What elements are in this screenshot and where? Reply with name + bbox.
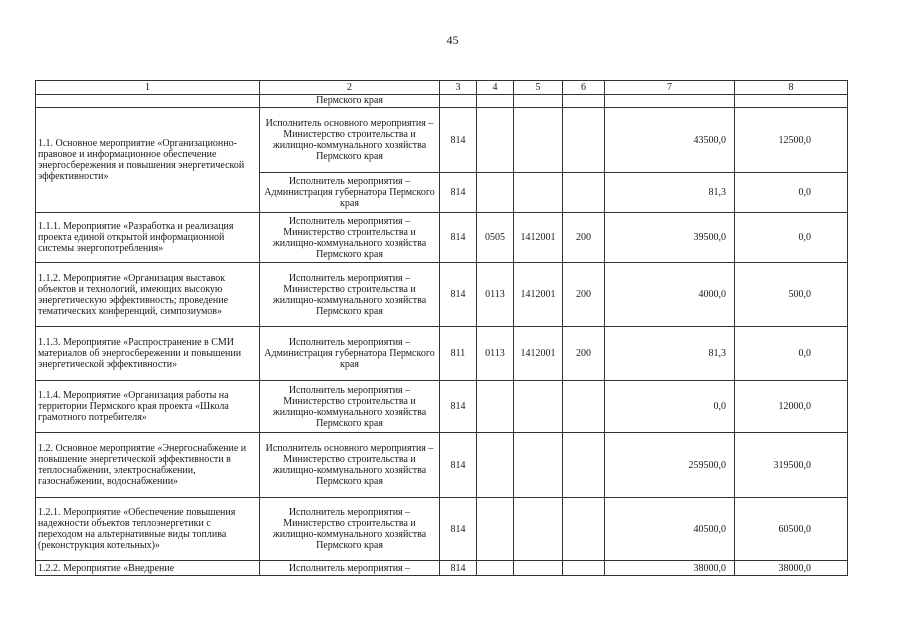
header-cell: 6: [563, 81, 605, 95]
cell-c6: 200: [563, 263, 605, 327]
cell-c6: 200: [563, 213, 605, 263]
cell-c8: 500,0: [735, 263, 848, 327]
cell-c6: [563, 95, 605, 108]
header-row: [36, 81, 848, 95]
executor-cell: Исполнитель мероприятия –: [260, 561, 440, 576]
cell-c5: 1412001: [514, 327, 563, 381]
executor-cell: Исполнитель основного мероприятия – Министерство строительства и жилищно-коммунального хозяйства Пермского края: [260, 433, 440, 498]
cell-c4: [477, 561, 514, 576]
cell-c8: 319500,0: [735, 433, 848, 498]
cell-c5: [514, 561, 563, 576]
cell-c7: [605, 95, 735, 108]
executor-cell: Исполнитель мероприятия – Министерство строительства и жилищно-коммунального хозяйства Пермского края: [260, 263, 440, 327]
executor-cell: Исполнитель мероприятия – Администрация губернатора Пермского края: [260, 327, 440, 381]
cell-c5: [514, 381, 563, 433]
table-row: [36, 498, 848, 561]
cell-c7: 38000,0: [605, 561, 735, 576]
cell-c3: 811: [440, 327, 477, 381]
cell-c7: 81,3: [605, 173, 735, 213]
header-cell: 8: [735, 81, 848, 95]
cell-c5: 1412001: [514, 263, 563, 327]
cell-c6: [563, 173, 605, 213]
cell-c3: [440, 95, 477, 108]
executor-cell: Исполнитель мероприятия – Министерство строительства и жилищно-коммунального хозяйства Пермского края: [260, 498, 440, 561]
cell-c8: [735, 95, 848, 108]
cell-c5: 1412001: [514, 213, 563, 263]
cell-c3: 814: [440, 173, 477, 213]
cell-c7: 81,3: [605, 327, 735, 381]
table-row: [36, 108, 848, 173]
cell-c7: 40500,0: [605, 498, 735, 561]
name-cell: [36, 95, 260, 108]
cell-c4: [477, 95, 514, 108]
cell-c8: 38000,0: [735, 561, 848, 576]
cell-c4: [477, 381, 514, 433]
name-cell: 1.2.2. Мероприятие «Внедрение: [36, 561, 260, 576]
header-cell: 5: [514, 81, 563, 95]
name-cell: 1.1.1. Мероприятие «Разработка и реализация проекта единой открытой информационной системы энергопотребления»: [36, 213, 260, 263]
cell-c4: [477, 173, 514, 213]
cell-c3: 814: [440, 108, 477, 173]
cell-c7: 0,0: [605, 381, 735, 433]
table-row: [36, 561, 848, 576]
cell-c3: 814: [440, 498, 477, 561]
table-row: [36, 327, 848, 381]
cell-c5: [514, 498, 563, 561]
executor-cell: Исполнитель основного мероприятия – Министерство строительства и жилищно-коммунального хозяйства Пермского края: [260, 108, 440, 173]
cell-c7: 4000,0: [605, 263, 735, 327]
cell-c4: 0113: [477, 327, 514, 381]
table-row: [36, 95, 848, 108]
cell-c8: 0,0: [735, 327, 848, 381]
cell-c3: 814: [440, 561, 477, 576]
cell-c5: [514, 108, 563, 173]
header-cell: 1: [36, 81, 260, 95]
table-row: [36, 381, 848, 433]
cell-c8: 0,0: [735, 173, 848, 213]
cell-c6: [563, 561, 605, 576]
cell-c3: 814: [440, 381, 477, 433]
cell-c8: 12500,0: [735, 108, 848, 173]
name-cell: 1.2. Основное мероприятие «Энергоснабжение и повышение энергетической эффективности в теплоснабжении, электроснабжении, газоснабжении, водоснабжении»: [36, 433, 260, 498]
page-number: 45: [446, 33, 459, 47]
name-cell: 1.1. Основное мероприятие «Организационно-правовое и информационное обеспечение энергосбережения и повышения энергетической эффективности»: [36, 108, 260, 213]
cell-c8: 0,0: [735, 213, 848, 263]
cell-c5: [514, 95, 563, 108]
program-table: [35, 80, 848, 576]
table-row: [36, 213, 848, 263]
cell-c6: [563, 381, 605, 433]
header-cell: 3: [440, 81, 477, 95]
cell-c7: 43500,0: [605, 108, 735, 173]
cell-c4: 0505: [477, 213, 514, 263]
cell-c4: [477, 433, 514, 498]
table-row: [36, 263, 848, 327]
cell-c3: 814: [440, 433, 477, 498]
cell-c4: 0113: [477, 263, 514, 327]
executor-cell: Исполнитель мероприятия – Министерство строительства и жилищно-коммунального хозяйства Пермского края: [260, 213, 440, 263]
cell-c6: [563, 108, 605, 173]
table-row: [36, 433, 848, 498]
name-cell: 1.2.1. Мероприятие «Обеспечение повышения надежности объектов теплоэнергетики с переходом на альтернативные виды топлива (реконструкция котельных)»: [36, 498, 260, 561]
cell-c5: [514, 433, 563, 498]
cell-c6: [563, 433, 605, 498]
executor-cell: Исполнитель мероприятия – Министерство строительства и жилищно-коммунального хозяйства Пермского края: [260, 381, 440, 433]
cell-c7: 39500,0: [605, 213, 735, 263]
name-cell: 1.1.4. Мероприятие «Организация работы на территории Пермского края проекта «Школа грамотного потребителя»: [36, 381, 260, 433]
name-cell: 1.1.3. Мероприятие «Распространение в СМИ материалов об энергосбережении и повышении энергетической эффективности»: [36, 327, 260, 381]
header-cell: 4: [477, 81, 514, 95]
executor-cell: Исполнитель мероприятия – Администрация губернатора Пермского края: [260, 173, 440, 213]
header-cell: 2: [260, 81, 440, 95]
name-cell: 1.1.2. Мероприятие «Организация выставок объектов и технологий, имеющих высокую энергетическую эффективность; проведение тематических конференций, симпозиумов»: [36, 263, 260, 327]
cell-c5: [514, 173, 563, 213]
executor-cell: Пермского края: [260, 95, 440, 108]
cell-c3: 814: [440, 213, 477, 263]
cell-c4: [477, 108, 514, 173]
cell-c6: [563, 498, 605, 561]
header-cell: 7: [605, 81, 735, 95]
cell-c8: 60500,0: [735, 498, 848, 561]
cell-c3: 814: [440, 263, 477, 327]
cell-c4: [477, 498, 514, 561]
cell-c7: 259500,0: [605, 433, 735, 498]
cell-c6: 200: [563, 327, 605, 381]
cell-c8: 12000,0: [735, 381, 848, 433]
